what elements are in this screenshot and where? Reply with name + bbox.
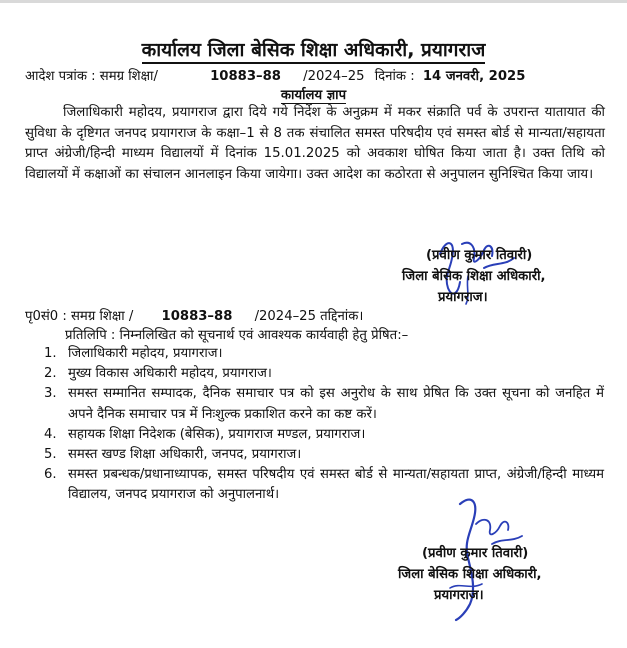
list-item: 3. समस्त सम्मानित सम्पादक, दैनिक समाचार पत्र को इस अनुरोध के साथ प्रेषित कि उक्त सूचना को जनहित में अपने दैनिक समाचार पत्र में निःशुल्क प्रकाशित करने का कष्ट करें। <box>44 386 604 422</box>
office-title: कार्यालय जिला बेसिक शिक्षा अधिकारी, प्रयागराज <box>142 39 486 64</box>
top-border <box>0 0 627 3</box>
endorsement-prefix: पृ0सं0 : समग्र शिक्षा / <box>25 309 134 324</box>
memo-title: कार्यालय ज्ञाप <box>280 88 347 103</box>
order-prefix: आदेश पत्रांक : समग्र शिक्षा/ <box>25 69 158 84</box>
endorsement-suffix: /2024–25 तद्दिनांक। <box>254 309 364 324</box>
order-body <box>25 103 605 185</box>
endorsement-number: 10883–88 <box>161 309 233 324</box>
signatory-name: (प्रवीण कुमार तिवारी) <box>426 248 533 263</box>
order-date: 14 जनवरी, 2025 <box>422 69 526 84</box>
list-item: 1. जिलाधिकारी महोदय, प्रयागराज। <box>44 346 223 361</box>
signatory-place: प्रयागराज। <box>434 588 484 603</box>
signatory-designation: जिला बेसिक शिक्षा अधिकारी, <box>402 269 546 284</box>
order-body-text: जिलाधिकारी महोदय, प्रयागराज द्वारा दिये गये निर्देश के अनुक्रम में मकर संक्राति पर्व के उपरान्त यातायात की सुविधा के दृष्टिगत जनपद प्रयागराज के कक्षा–1 से 8 तक संचालित समस्त परिषदीय एवं समस्त बोर्ड से मान्यता/सहायता प्राप्त अंग्रेजी/हिन्दी माध्यम विद्यालयों में दिनांक 15.01.2025 को अवकाश घोषित किया जाता है। उक्त तिथि को विद्यालयों में कक्षाओं का संचालन आनलाइन किया जायेगा। उक्त आदेश का कठोरता से अनुपालन सुनिश्चित किया जाय। <box>25 105 605 182</box>
order-year: /2024–25 <box>303 69 365 84</box>
copy-intro: प्रतिलिपि : निम्नलिखित को सूचनार्थ एवं आवश्यक कार्यवाही हेतु प्रेषित:– <box>65 328 409 343</box>
office-header <box>0 36 627 62</box>
list-item: 2. मुख्य विकास अधिकारी महोदय, प्रयागराज। <box>44 366 272 382</box>
list-item: 4. सहायक शिक्षा निदेशक (बेसिक), प्रयागराज मण्डल, प्रयागराज। <box>44 426 366 442</box>
memo-title-row <box>0 85 627 103</box>
signatory-designation: जिला बेसिक शिक्षा अधिकारी, <box>398 567 542 582</box>
list-item: 6. समस्त प्रबन्धक/प्रधानाध्यापक, समस्त परिषदीय एवं समस्त बोर्ड से मान्यता/सहायता प्राप्त, अंग्रेजी/हिन्दी माध्यम विद्यालय, जनपद प्रयागराज को अनुपालनार्थ। <box>44 467 604 503</box>
signature-block-2 <box>398 543 542 606</box>
list-item: 5. समस्त खण्ड शिक्षा अधिकारी, जनपद, प्रयागराज। <box>44 447 302 463</box>
signatory-name: (प्रवीण कुमार तिवारी) <box>422 546 529 561</box>
signature-block-1 <box>402 245 546 308</box>
endorsement-line <box>25 306 363 324</box>
signatory-place: प्रयागराज। <box>438 290 488 305</box>
copy-list <box>44 344 604 506</box>
order-number-line <box>25 66 525 84</box>
order-date-label: दिनांक : <box>374 69 415 84</box>
order-number: 10883–88 <box>210 69 281 84</box>
